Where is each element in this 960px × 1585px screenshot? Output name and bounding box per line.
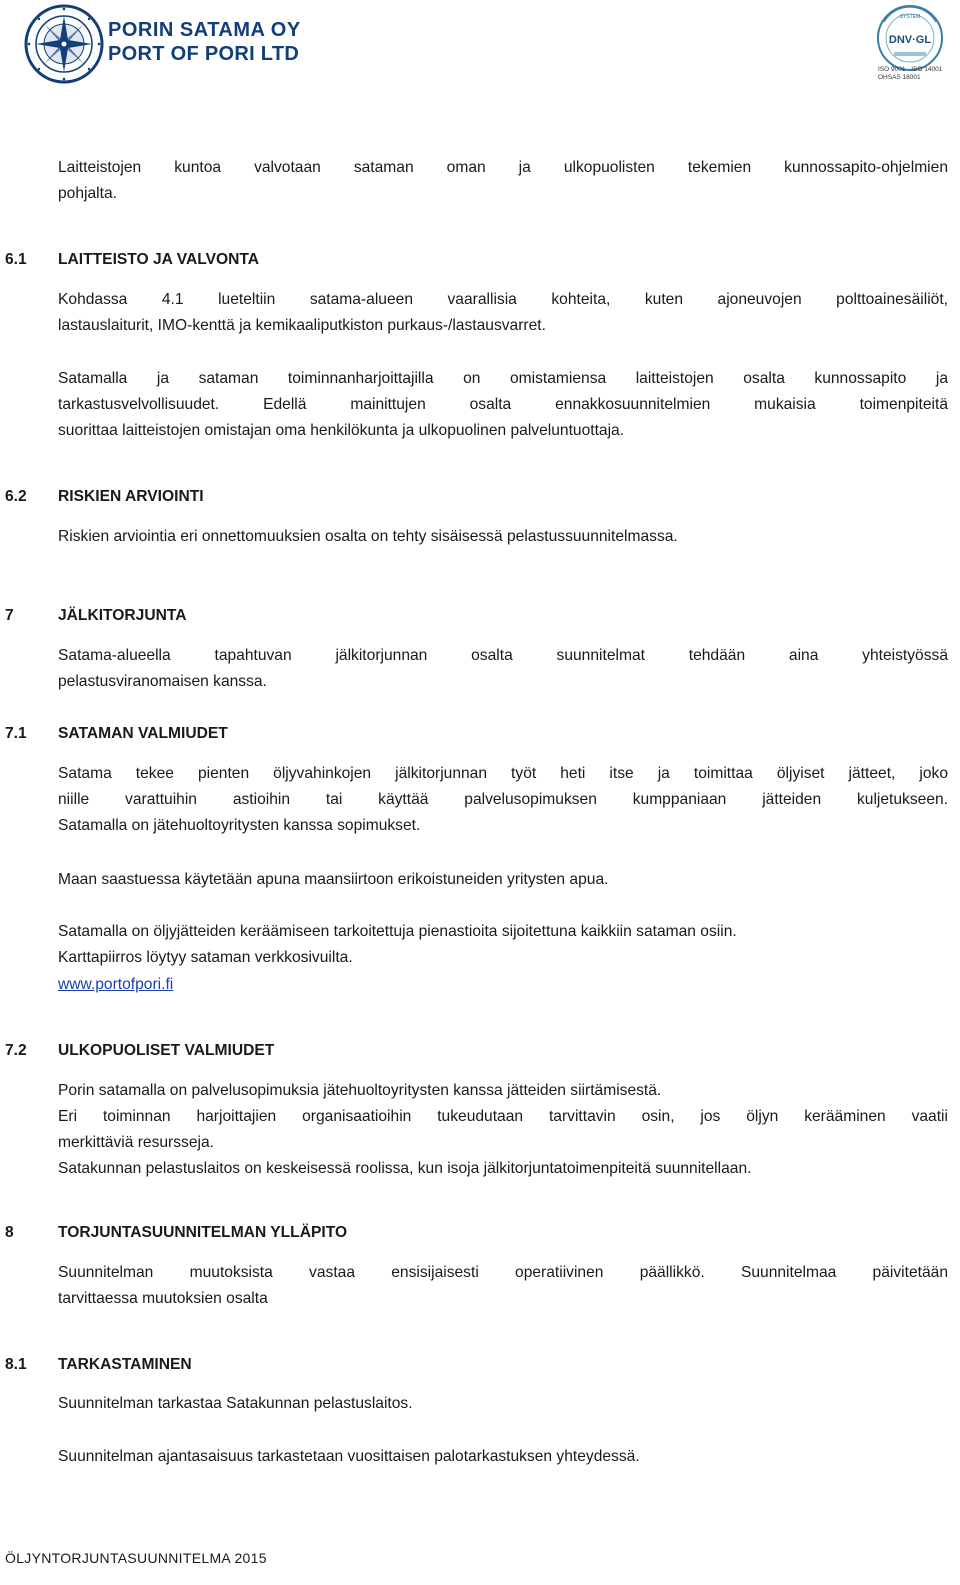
section-heading-8 xyxy=(5,1220,347,1246)
paragraph-line: tarvittaessa muutoksien osalta xyxy=(58,1290,268,1307)
svg-text:DNV·GL: DNV·GL xyxy=(888,34,932,46)
paragraph-line: Eri toiminnan harjoittajien organisaatioihin tukeudutaan tarvittavin osin, jos öljyn kerääminen vaatii xyxy=(58,1108,948,1125)
section-title: JÄLKITORJUNTA xyxy=(58,607,187,624)
section-number: 8.1 xyxy=(5,1356,27,1373)
section-number: 6.1 xyxy=(5,251,27,268)
paragraph-line: Satamalla on öljyjätteiden keräämiseen tarkoitettuja pienastioita sijoitettuna kaikkiin sataman osiin. xyxy=(58,923,737,940)
section-heading-6-2 xyxy=(5,484,204,510)
paragraph-line: Kohdassa 4.1 lueteltiin satama-alueen vaarallisia kohteita, kuten ajoneuvojen polttoainesäiliöt, xyxy=(58,291,948,308)
paragraph-line: Maan saastuessa käytetään apuna maansiirtoon erikoistuneiden yritysten apua. xyxy=(58,871,609,888)
section-title: RISKIEN ARVIOINTI xyxy=(58,488,204,505)
paragraph-line: Satakunnan pelastuslaitos on keskeisessä roolissa, kun isoja jälkitorjuntatoimenpiteitä suunnitellaan. xyxy=(58,1160,752,1177)
paragraph-line: tarkastusvelvollisuudet. Edellä mainittujen osalta ennakkosuunnitelmien mukaisia toimenpiteitä xyxy=(58,396,948,413)
paragraph-line: Suunnitelman muutoksista vastaa ensisijaisesti operatiivinen päällikkö. Suunnitelmaa päivitetään xyxy=(58,1264,948,1281)
section-number: 6.2 xyxy=(5,488,27,505)
section-heading-7 xyxy=(5,603,187,629)
cert-standards-line1: ISO 9001 · ISO 14001 xyxy=(878,66,943,73)
section-number: 8 xyxy=(5,1224,14,1241)
paragraph-line: merkittäviä resursseja. xyxy=(58,1134,214,1151)
section-number: 7 xyxy=(5,607,14,624)
company-name-en: PORT OF PORI LTD xyxy=(108,43,300,65)
section-heading-7-2 xyxy=(5,1038,274,1064)
section-heading-6-1 xyxy=(5,247,259,273)
company-name-fi: PORIN SATAMA OY xyxy=(108,19,301,41)
paragraph-line: pelastusviranomaisen kanssa. xyxy=(58,673,267,690)
certification-standards xyxy=(878,66,942,82)
paragraph-line: Satamalla ja sataman toiminnanharjoittajilla on omistamiensa laitteistojen osalta kunnossapito ja xyxy=(58,370,948,387)
section-title: TORJUNTASUUNNITELMAN YLLÄPITO xyxy=(58,1224,348,1241)
paragraph-line: Suunnitelman tarkastaa Satakunnan pelastuslaitos. xyxy=(58,1395,413,1412)
section-title: SATAMAN VALMIUDET xyxy=(58,725,228,742)
section-title: TARKASTAMINEN xyxy=(58,1356,192,1373)
paragraph-line: Suunnitelman ajantasaisuus tarkastetaan vuosittaisen palotarkastuksen yhteydessä. xyxy=(58,1448,640,1465)
page-footer: ÖLJYNTORJUNTASUUNNITELMA 2015 xyxy=(5,1550,267,1566)
cert-standards-line2: OHSAS 18001 xyxy=(878,74,921,81)
paragraph-line: suorittaa laitteistojen omistajan oma henkilökunta ja ulkopuolinen palveluntuottaja. xyxy=(58,422,625,439)
section-number: 7.2 xyxy=(5,1042,27,1059)
section-heading-7-1 xyxy=(5,721,228,747)
paragraph-line: niille varattuihin astioihin tai käyttää palvelusopimuksen kumppaniaan jätteiden kuljetukseen. xyxy=(58,791,948,808)
company-name xyxy=(108,18,301,66)
paragraph-line: Satama tekee pienten öljyvahinkojen jälkitorjunnan työt heti itse ja toimittaa öljyiset jätteet, joko xyxy=(58,765,948,782)
compass-rose-seal-icon xyxy=(24,4,104,84)
paragraph-line: Riskien arviointia eri onnettomuuksien osalta on tehty sisäisessä pelastussuunnitelmassa. xyxy=(58,528,678,545)
intro-paragraph-line1: Laitteistojen kuntoa valvotaan sataman oman ja ulkopuolisten tekemien kunnossapito-ohjelmien xyxy=(58,159,948,176)
page-header xyxy=(0,0,960,100)
svg-text:SYSTEM: SYSTEM xyxy=(899,14,921,20)
paragraph-line: Karttapiirros löytyy sataman verkkosivuilta. xyxy=(58,949,353,966)
website-link[interactable]: www.portofpori.fi xyxy=(58,976,174,993)
paragraph-line: Satamalla on jätehuoltoyritysten kanssa sopimukset. xyxy=(58,817,421,834)
section-title: LAITTEISTO JA VALVONTA xyxy=(58,251,259,268)
paragraph-line: Porin satamalla on palvelusopimuksia jätehuoltoyritysten kanssa jätteiden siirtämisestä. xyxy=(58,1082,662,1099)
section-heading-8-1 xyxy=(5,1352,192,1378)
paragraph-line: Satama-alueella tapahtuvan jälkitorjunnan osalta suunnitelmat tehdään aina yhteistyössä xyxy=(58,647,948,664)
website-link-line xyxy=(58,972,948,998)
section-number: 7.1 xyxy=(5,725,27,742)
section-title: ULKOPUOLISET VALMIUDET xyxy=(58,1042,275,1059)
intro-paragraph-line2: pohjalta. xyxy=(58,185,117,202)
paragraph-line: lastauslaiturit, IMO-kenttä ja kemikaaliputkiston purkaus-/lastausvarret. xyxy=(58,317,546,334)
